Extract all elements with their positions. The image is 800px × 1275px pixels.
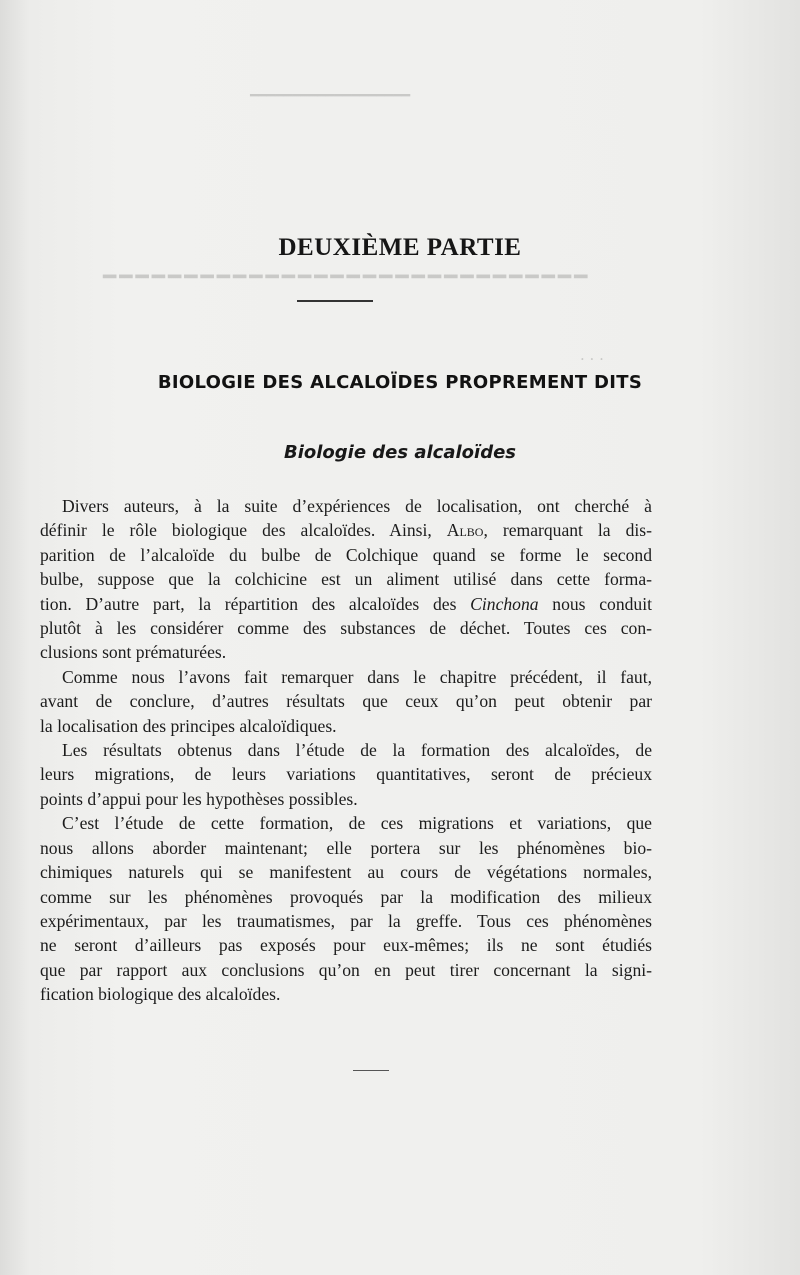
subsection-title: Biologie des alcaloïdes: [283, 442, 517, 463]
part-title: DEUXIÈME PARTIE: [278, 234, 522, 261]
text-line: définir le rôle biologique des alcaloïdes. Ainsi, Albo, remarquant la dis-: [40, 520, 652, 541]
text-line: que par rapport aux conclusions qu’on en peut tirer concernant la signi-: [40, 959, 652, 980]
text-line: points d’appui pour les hypothèses possibles.: [40, 788, 358, 809]
body-text: [40, 494, 652, 1007]
text-line: clusions sont prématurées.: [40, 642, 227, 663]
section-title: BIOLOGIE DES ALCALOÏDES PROPREMENT DITS: [157, 372, 643, 393]
author-name: Albo: [446, 520, 484, 541]
text-line: Les résultats obtenus dans l’étude de la formation des alcaloïdes, de: [62, 740, 652, 761]
text-line: expérimentaux, par les traumatismes, par la greffe. Tous ces phénomènes: [40, 910, 652, 931]
text-line: nous allons aborder maintenant; elle portera sur les phénomènes bio-: [40, 837, 652, 858]
text-line: parition de l’alcaloïde du bulbe de Colchique quand se forme le second: [40, 544, 652, 565]
text-line: C’est l’étude de cette formation, de ces migrations et variations, que: [62, 813, 652, 834]
text-line: ne seront d’ailleurs pas exposés pour eux-mêmes; ils ne sont étudiés: [40, 935, 652, 956]
bleed-through-text: ━━━━━━━━━━━━━━━━━━━: [250, 88, 411, 104]
text-line: bulbe, suppose que la colchicine est un aliment utilisé dans cette forma-: [40, 569, 652, 590]
text-line: comme sur les phénomènes provoqués par la modification des milieux: [40, 886, 652, 907]
text-line: tion. D’autre part, la répartition des alcaloïdes des Cinchona nous conduit: [40, 593, 653, 614]
bleed-through-heading: ━━━━━━━━━━━━━━━━━━━━━━━━━━━━━━: [100, 265, 588, 290]
text-line: Divers auteurs, à la suite d’expériences de localisation, ont cherché à: [62, 496, 652, 516]
text-line: fication biologique des alcaloïdes.: [40, 984, 281, 1005]
text-line: leurs migrations, de leurs variations quantitatives, seront de précieux: [40, 764, 652, 785]
bleed-through-mark: · · ·: [580, 350, 604, 368]
text-line: chimiques naturels qui se manifestent au cours de végétations normales,: [40, 862, 652, 883]
section-end-rule: [353, 1070, 389, 1071]
genus-name: Cinchona: [470, 593, 539, 614]
part-title-rule: [297, 300, 373, 302]
text-line: Comme nous l’avons fait remarquer dans le chapitre précédent, il faut,: [62, 666, 652, 687]
text-line: avant de conclure, d’autres résultats que ceux qu’on peut obtenir par: [40, 691, 652, 712]
text-line: plutôt à les considérer comme des substances de déchet. Toutes ces con-: [40, 618, 652, 639]
text-line: la localisation des principes alcaloïdiques.: [40, 715, 337, 736]
